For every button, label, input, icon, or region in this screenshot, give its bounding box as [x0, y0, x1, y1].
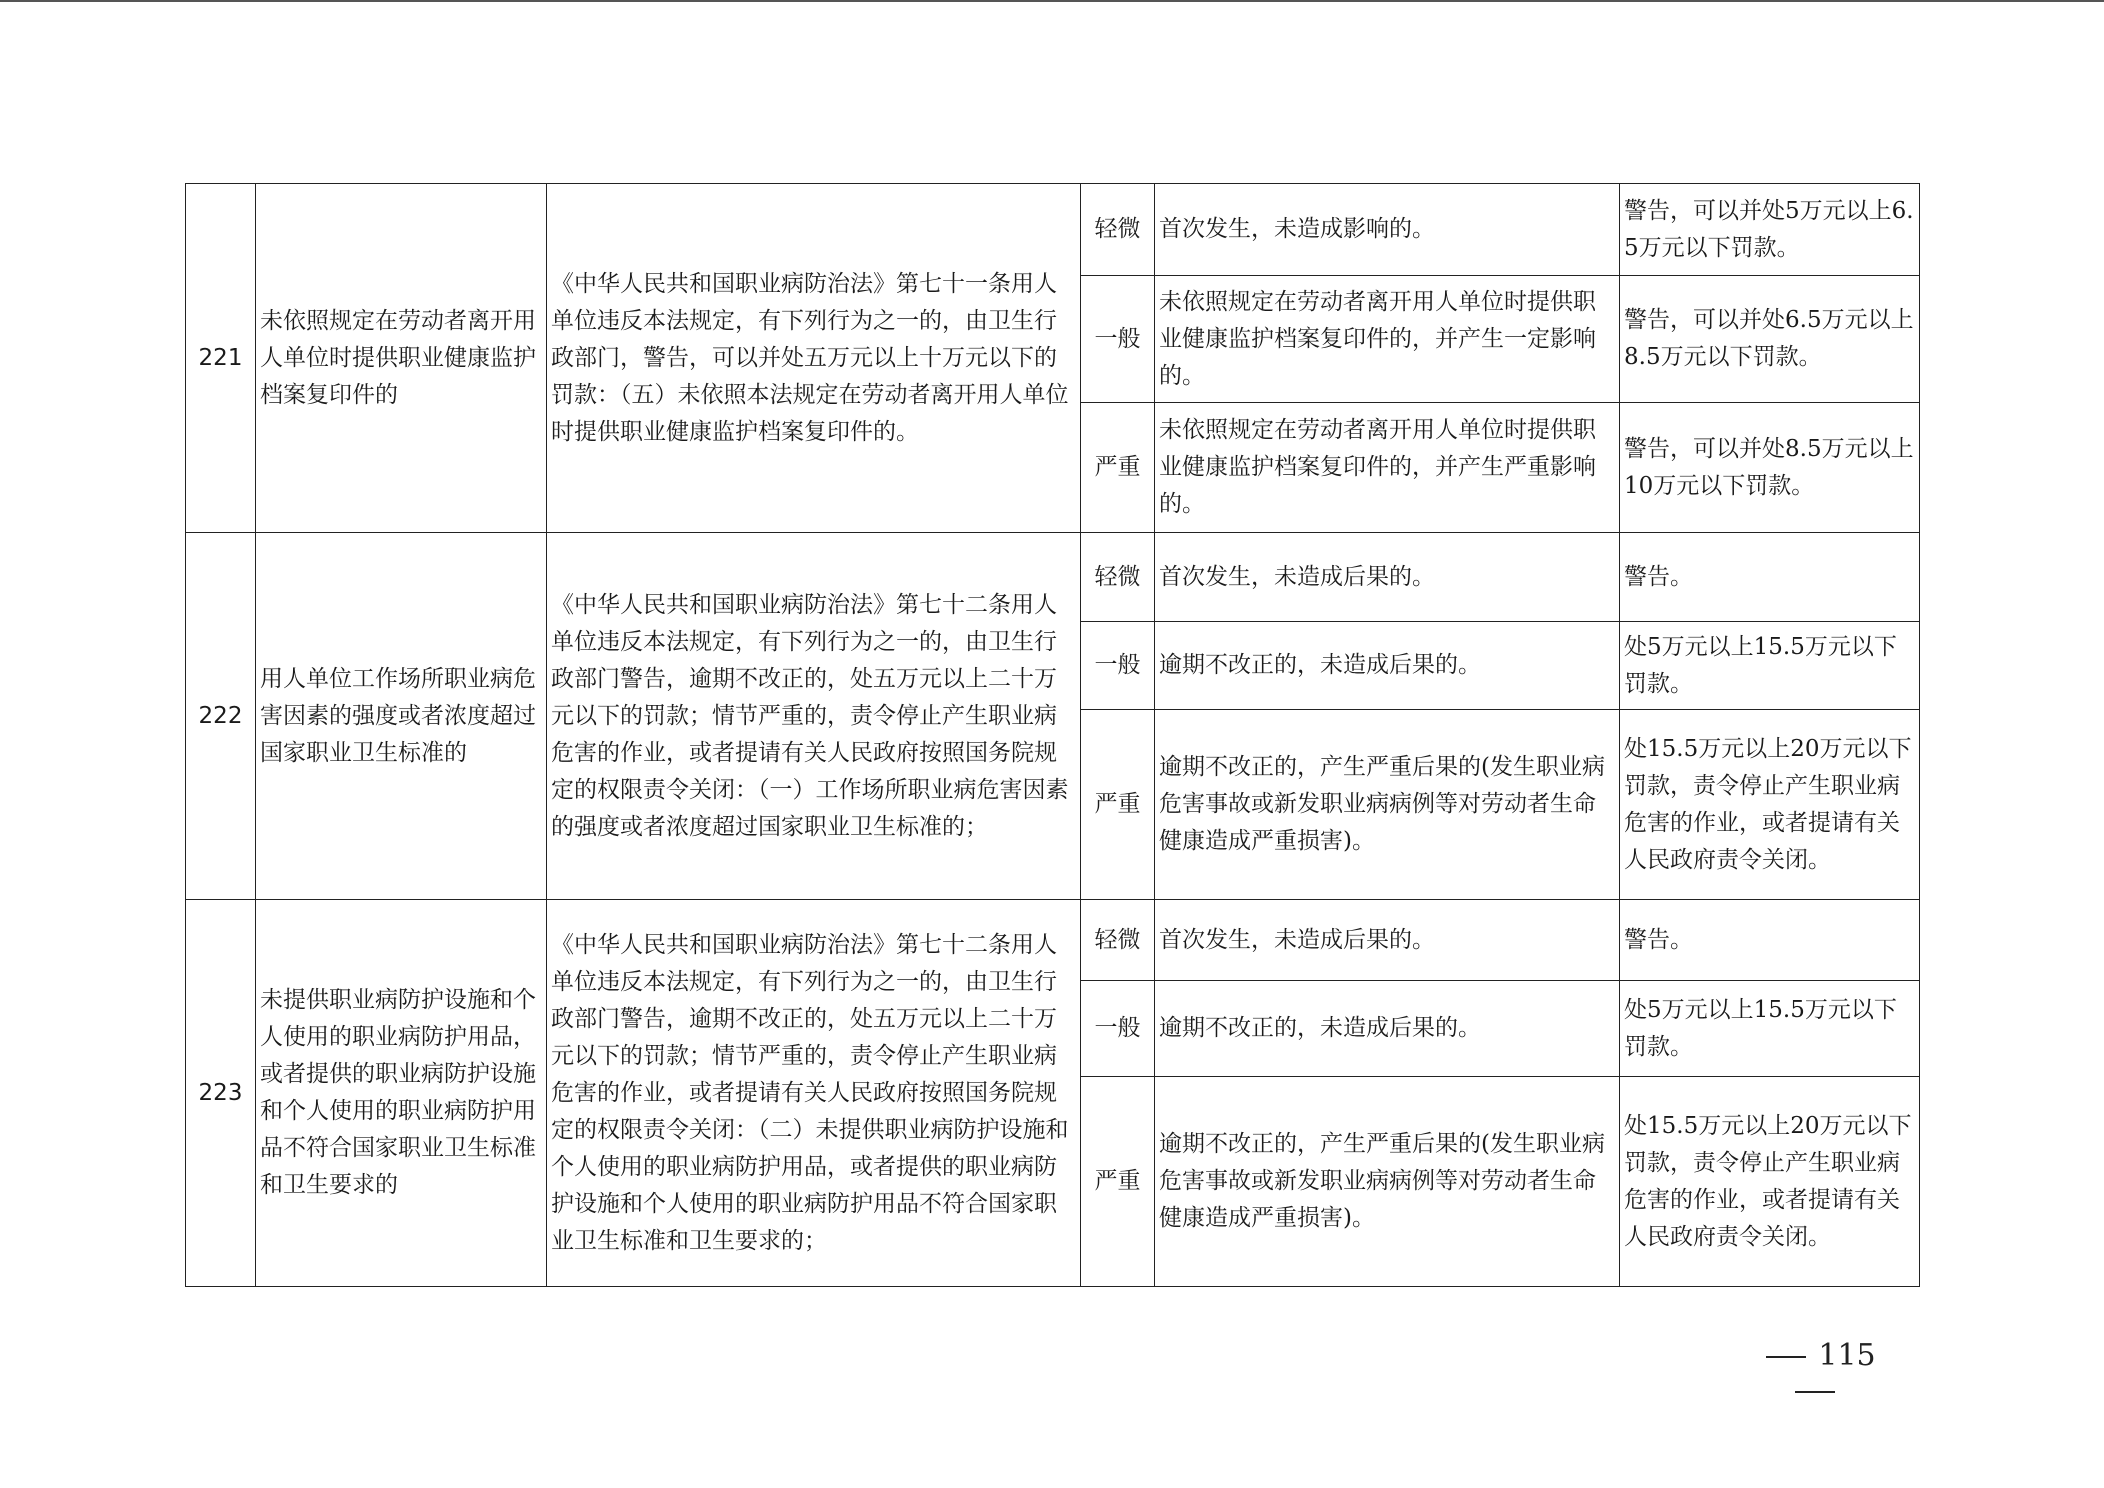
severity-level-cell: 严重 [1081, 710, 1155, 900]
page-number-left-dash [1766, 1356, 1806, 1358]
item-number-cell: 222 [186, 533, 256, 900]
violation-behavior-cell: 用人单位工作场所职业病危害因素的强度或者浓度超过国家职业卫生标准的 [256, 533, 547, 900]
severity-level-cell: 一般 [1081, 276, 1155, 403]
page-number-value: 115 [1818, 1338, 1876, 1373]
legal-basis-cell: 《中华人民共和国职业病防治法》第七十二条用人单位违反本法规定，有下列行为之一的，由卫生行政部门警告，逾期不改正的，处五万元以上二十万元以下的罚款；情节严重的，责令停止产生职业病危害的作业，或者提请有关人民政府按照国务院规定的权限责令关闭：（一）工作场所职业病危害因素的强度或者浓度超过国家职业卫生标准的； [547, 533, 1081, 900]
legal-basis-cell: 《中华人民共和国职业病防治法》第七十二条用人单位违反本法规定，有下列行为之一的，由卫生行政部门警告，逾期不改正的，处五万元以上二十万元以下的罚款；情节严重的，责令停止产生职业病危害的作业，或者提请有关人民政府按照国务院规定的权限责令关闭：（二）未提供职业病防护设施和个人使用的职业病防护用品，或者提供的职业病防护设施和个人使用的职业病防护用品不符合国家职业卫生标准和卫生要求的； [547, 900, 1081, 1287]
severity-level-cell: 严重 [1081, 403, 1155, 533]
penalty-standard-cell: 警告，可以并处8.5万元以上10万元以下罚款。 [1620, 403, 1920, 533]
penalty-standard-cell: 警告，可以并处5万元以上6.5万元以下罚款。 [1620, 184, 1920, 276]
circumstance-cell: 逾期不改正的，未造成后果的。 [1155, 622, 1620, 710]
violation-behavior-cell: 未提供职业病防护设施和个人使用的职业病防护用品，或者提供的职业病防护设施和个人使用的职业病防护用品不符合国家职业卫生标准和卫生要求的 [256, 900, 547, 1287]
item-number-cell: 223 [186, 900, 256, 1287]
top-border-line [0, 0, 2104, 2]
penalty-standard-cell: 警告。 [1620, 533, 1920, 622]
legal-basis-cell: 《中华人民共和国职业病防治法》第七十一条用人单位违反本法规定，有下列行为之一的，由卫生行政部门，警告，可以并处五万元以上十万元以下的罚款：（五）未依照本法规定在劳动者离开用人单位时提供职业健康监护档案复印件的。 [547, 184, 1081, 533]
circumstance-cell: 逾期不改正的，产生严重后果的(发生职业病危害事故或新发职业病病例等对劳动者生命健康造成严重损害)。 [1155, 710, 1620, 900]
penalty-standard-cell: 处5万元以上15.5万元以下罚款。 [1620, 622, 1920, 710]
severity-level-cell: 一般 [1081, 981, 1155, 1077]
circumstance-cell: 首次发生，未造成后果的。 [1155, 533, 1620, 622]
item-number-cell: 221 [186, 184, 256, 533]
circumstance-cell: 逾期不改正的，产生严重后果的(发生职业病危害事故或新发职业病病例等对劳动者生命健康造成严重损害)。 [1155, 1077, 1620, 1287]
table-row-223-minor [186, 900, 1920, 981]
penalty-discretion-table [185, 183, 1920, 1287]
penalty-standard-cell: 警告。 [1620, 900, 1920, 981]
table-row-222-minor [186, 533, 1920, 622]
penalty-standard-cell: 警告，可以并处6.5万元以上8.5万元以下罚款。 [1620, 276, 1920, 403]
severity-level-cell: 轻微 [1081, 184, 1155, 276]
severity-level-cell: 一般 [1081, 622, 1155, 710]
circumstance-cell: 未依照规定在劳动者离开用人单位时提供职业健康监护档案复印件的，并产生严重影响的。 [1155, 403, 1620, 533]
violation-behavior-cell: 未依照规定在劳动者离开用人单位时提供职业健康监护档案复印件的 [256, 184, 547, 533]
circumstance-cell: 未依照规定在劳动者离开用人单位时提供职业健康监护档案复印件的，并产生一定影响的。 [1155, 276, 1620, 403]
page-number-right-dash [1795, 1391, 1835, 1393]
penalty-standard-cell: 处5万元以上15.5万元以下罚款。 [1620, 981, 1920, 1077]
table-row-221-minor [186, 184, 1920, 276]
severity-level-cell: 轻微 [1081, 533, 1155, 622]
circumstance-cell: 逾期不改正的，未造成后果的。 [1155, 981, 1620, 1077]
circumstance-cell: 首次发生，未造成影响的。 [1155, 184, 1620, 276]
penalty-standard-cell: 处15.5万元以上20万元以下罚款，责令停止产生职业病危害的作业，或者提请有关人民政府责令关闭。 [1620, 1077, 1920, 1287]
page-number [1735, 1338, 1895, 1408]
severity-level-cell: 严重 [1081, 1077, 1155, 1287]
severity-level-cell: 轻微 [1081, 900, 1155, 981]
circumstance-cell: 首次发生，未造成后果的。 [1155, 900, 1620, 981]
penalty-standard-cell: 处15.5万元以上20万元以下罚款，责令停止产生职业病危害的作业，或者提请有关人民政府责令关闭。 [1620, 710, 1920, 900]
